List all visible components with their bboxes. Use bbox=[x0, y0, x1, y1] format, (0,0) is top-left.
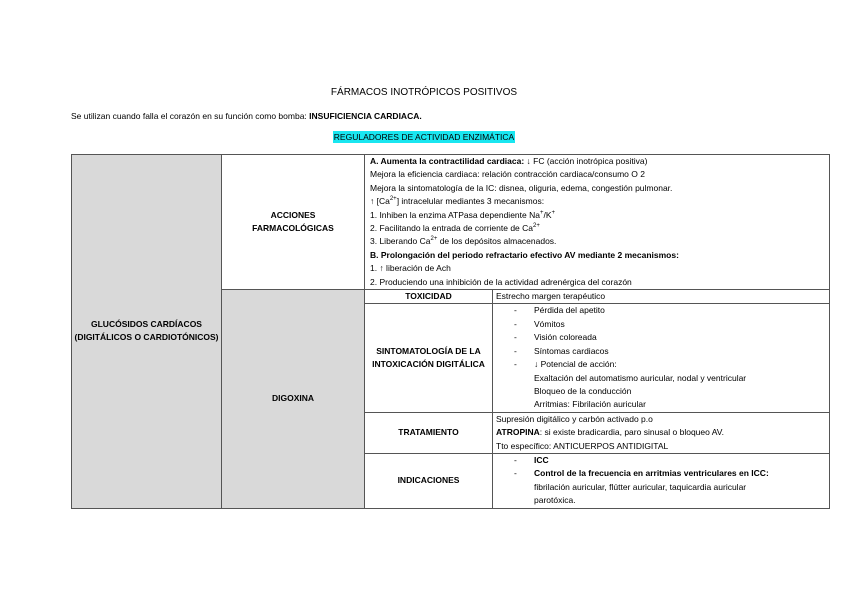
dash: - bbox=[514, 332, 517, 343]
symptom-subitem: Bloqueo de la conducción bbox=[534, 385, 632, 396]
tratamiento-line: Tto específico: ANTICUERPOS ANTIDIGITAL bbox=[496, 440, 669, 451]
superscript: 2+ bbox=[389, 196, 397, 203]
toxicidad-label: TOXICIDAD bbox=[365, 290, 493, 304]
tratamiento-line bbox=[496, 426, 829, 439]
drug-cell: DIGOXINA bbox=[222, 290, 365, 509]
section-heading bbox=[0, 132, 848, 142]
sintomatologia-label: SINTOMATOLOGÍA DE LA INTOXICACIÓN DIGITÁLICA bbox=[365, 304, 493, 412]
symptom-item bbox=[496, 318, 829, 331]
indication-continuation: fibrilación auricular, flútter auricular, taquicardia auricular bbox=[534, 481, 747, 492]
intro-plain: Se utilizan cuando falla el corazón en su función como bomba: bbox=[71, 111, 310, 121]
text-part: Visión coloreada bbox=[534, 332, 597, 343]
tratamiento-label: TRATAMIENTO bbox=[365, 412, 493, 453]
toxicidad-value: Estrecho margen terapéutico bbox=[493, 290, 830, 304]
indicaciones-content bbox=[493, 453, 830, 508]
dash: - bbox=[514, 468, 517, 479]
symptom-subitem: Arritmias: Fibrilación auricular bbox=[534, 399, 646, 410]
text-part: Pérdida del apetito bbox=[534, 305, 605, 316]
acciones-line bbox=[370, 195, 829, 208]
intro-text bbox=[71, 111, 422, 121]
superscript: + bbox=[539, 209, 544, 216]
acciones-a bbox=[370, 155, 829, 168]
text-part: ATROPINA bbox=[496, 427, 540, 438]
indicaciones-label: INDICACIONES bbox=[365, 453, 493, 508]
text-part: Control de la frecuencia en arritmias ventriculares en ICC: bbox=[534, 468, 769, 479]
dash: - bbox=[514, 345, 517, 356]
text-part: de los depósitos almacenados. bbox=[437, 236, 557, 247]
acciones-b-title bbox=[370, 249, 829, 262]
text-part: 2. Facilitando la entrada de corriente de Ca bbox=[370, 223, 534, 234]
superscript: + bbox=[551, 209, 556, 216]
dash: - bbox=[514, 359, 517, 370]
symptom-item bbox=[496, 304, 829, 317]
acciones-row bbox=[72, 155, 830, 290]
indication-continuation: parotóxica. bbox=[534, 495, 576, 506]
acciones-line: Mejora la sintomatología de la IC: disnea, oliguria, edema, congestión pulmonar. bbox=[370, 182, 673, 193]
acciones-line: Mejora la eficiencia cardiaca: relación contracción cardiaca/consumo O 2 bbox=[370, 169, 645, 180]
text-part: 1. Inhiben la enzima ATPasa dependiente Na bbox=[370, 209, 540, 220]
intro-bold: INSUFICIENCIA CARDIACA. bbox=[309, 111, 422, 121]
group-cell: GLUCÓSIDOS CARDÍACOS (DIGITÁLICOS O CARDIOTÓNICOS) bbox=[72, 155, 222, 509]
symptom-item bbox=[496, 345, 829, 358]
text-part: ↓ Potencial de acción: bbox=[534, 359, 617, 370]
acciones-line: 2. Produciendo una inhibición de la actividad adrenérgica del corazón bbox=[370, 276, 632, 287]
text-part: B. Prolongación del periodo refractario efectivo AV mediante 2 mecanismos: bbox=[370, 249, 679, 260]
text-part: : si existe bradicardia, paro sinusal o bloqueo AV. bbox=[539, 427, 725, 438]
mecanismo-1 bbox=[370, 209, 829, 222]
indication-item bbox=[496, 454, 829, 467]
mecanismo-2 bbox=[370, 222, 829, 235]
text-part: Síntomas cardiacos bbox=[534, 345, 609, 356]
text-part: ] intracelular mediantes 3 mecanismos: bbox=[396, 196, 545, 207]
text-part: 3. Liberando Ca bbox=[370, 236, 431, 247]
sintomatologia-content bbox=[493, 304, 830, 412]
acciones-content bbox=[365, 155, 830, 290]
symptom-subitem: Exaltación del automatismo auricular, nodal y ventricular bbox=[534, 372, 747, 383]
symptom-item bbox=[496, 358, 829, 371]
superscript: 2+ bbox=[533, 223, 540, 230]
acciones-label: ACCIONES FARMACOLÓGICAS bbox=[222, 155, 365, 290]
text-part: ICC bbox=[534, 454, 549, 465]
drug-table bbox=[71, 154, 830, 509]
text-part: ↑ [Ca bbox=[370, 196, 390, 207]
dash: - bbox=[514, 318, 517, 329]
section-highlight: REGULADORES DE ACTIVIDAD ENZIMÁTICA bbox=[333, 132, 515, 142]
mecanismo-3 bbox=[370, 235, 829, 248]
dash: - bbox=[514, 454, 517, 465]
acciones-a-title: A. Aumenta la contractilidad cardiaca: bbox=[370, 156, 527, 166]
text-part: /K bbox=[543, 209, 552, 220]
tratamiento-line: Supresión digitálico y carbón activado p.o bbox=[496, 413, 653, 424]
dash: - bbox=[514, 305, 517, 316]
indication-item bbox=[496, 467, 829, 480]
superscript: 2+ bbox=[430, 236, 438, 243]
acciones-a-rest: ↓ FC (acción inotrópica positiva) bbox=[526, 156, 648, 166]
tratamiento-content bbox=[493, 412, 830, 453]
symptom-item bbox=[496, 331, 829, 344]
text-part: Vómitos bbox=[534, 318, 565, 329]
page-title: FÁRMACOS INOTRÓPICOS POSITIVOS bbox=[330, 87, 518, 98]
acciones-line: 1. ↑ liberación de Ach bbox=[370, 263, 451, 274]
